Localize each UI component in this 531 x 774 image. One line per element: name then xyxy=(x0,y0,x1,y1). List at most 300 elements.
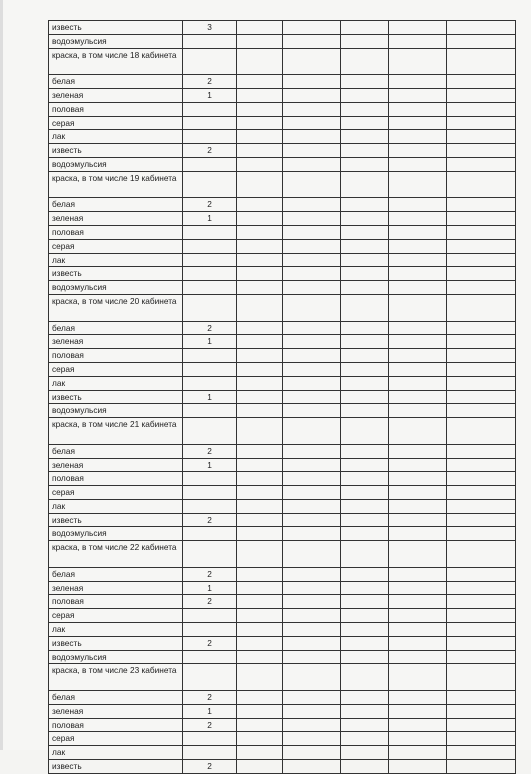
empty-cell xyxy=(447,212,516,226)
empty-cell xyxy=(389,48,447,75)
quantity-cell: 1 xyxy=(183,458,237,472)
item-name-cell: зеленая xyxy=(49,581,183,595)
empty-cell xyxy=(283,267,341,281)
item-name-cell: лак xyxy=(49,130,183,144)
item-name-cell: водоэмульсия xyxy=(49,34,183,48)
table-row xyxy=(49,349,516,363)
quantity-cell: 2 xyxy=(183,321,237,335)
empty-cell xyxy=(389,281,447,295)
empty-cell xyxy=(341,335,389,349)
empty-cell xyxy=(341,609,389,623)
table-row xyxy=(49,294,516,321)
empty-cell xyxy=(389,130,447,144)
quantity-cell xyxy=(183,664,237,691)
empty-cell xyxy=(447,650,516,664)
empty-cell xyxy=(237,171,283,198)
table-row xyxy=(49,198,516,212)
item-name-cell: зеленая xyxy=(49,212,183,226)
empty-cell xyxy=(237,267,283,281)
item-name-cell: известь xyxy=(49,144,183,158)
empty-cell xyxy=(447,581,516,595)
quantity-cell xyxy=(183,239,237,253)
quantity-cell xyxy=(183,541,237,568)
item-name-cell: серая xyxy=(49,732,183,746)
empty-cell xyxy=(341,212,389,226)
empty-cell xyxy=(341,567,389,581)
empty-cell xyxy=(237,567,283,581)
empty-cell xyxy=(341,732,389,746)
empty-cell xyxy=(237,212,283,226)
empty-cell xyxy=(237,239,283,253)
empty-cell xyxy=(237,198,283,212)
empty-cell xyxy=(237,34,283,48)
quantity-cell xyxy=(183,472,237,486)
empty-cell xyxy=(389,760,447,774)
empty-cell xyxy=(389,732,447,746)
empty-cell xyxy=(237,88,283,102)
empty-cell xyxy=(283,513,341,527)
table-row xyxy=(49,458,516,472)
empty-cell xyxy=(283,321,341,335)
empty-cell xyxy=(341,513,389,527)
empty-cell xyxy=(283,294,341,321)
empty-cell xyxy=(283,88,341,102)
table-row xyxy=(49,746,516,760)
empty-cell xyxy=(237,609,283,623)
empty-cell xyxy=(447,171,516,198)
quantity-cell: 2 xyxy=(183,513,237,527)
empty-cell xyxy=(283,239,341,253)
empty-cell xyxy=(283,609,341,623)
table-row xyxy=(49,664,516,691)
empty-cell xyxy=(341,21,389,35)
table-row xyxy=(49,171,516,198)
empty-cell xyxy=(389,225,447,239)
quantity-cell: 2 xyxy=(183,760,237,774)
empty-cell xyxy=(237,75,283,89)
table-row xyxy=(49,760,516,774)
empty-cell xyxy=(447,513,516,527)
empty-cell xyxy=(341,486,389,500)
quantity-cell xyxy=(183,650,237,664)
item-name-cell: краска, в том числе 21 кабинета xyxy=(49,418,183,445)
empty-cell xyxy=(341,650,389,664)
empty-cell xyxy=(447,664,516,691)
empty-cell xyxy=(389,472,447,486)
empty-cell xyxy=(389,746,447,760)
empty-cell xyxy=(283,253,341,267)
empty-cell xyxy=(341,595,389,609)
table-row xyxy=(49,21,516,35)
quantity-cell xyxy=(183,225,237,239)
table-row xyxy=(49,102,516,116)
table-row xyxy=(49,239,516,253)
empty-cell xyxy=(237,746,283,760)
empty-cell xyxy=(389,527,447,541)
quantity-cell xyxy=(183,732,237,746)
empty-cell xyxy=(389,609,447,623)
item-name-cell: краска, в том числе 20 кабинета xyxy=(49,294,183,321)
empty-cell xyxy=(341,718,389,732)
empty-cell xyxy=(341,171,389,198)
empty-cell xyxy=(389,444,447,458)
empty-cell xyxy=(341,541,389,568)
table-row xyxy=(49,418,516,445)
item-name-cell: лак xyxy=(49,623,183,637)
empty-cell xyxy=(447,704,516,718)
empty-cell xyxy=(389,581,447,595)
empty-cell xyxy=(283,567,341,581)
empty-cell xyxy=(447,691,516,705)
empty-cell xyxy=(283,171,341,198)
empty-cell xyxy=(447,48,516,75)
empty-cell xyxy=(237,623,283,637)
empty-cell xyxy=(237,281,283,295)
empty-cell xyxy=(341,581,389,595)
item-name-cell: краска, в том числе 22 кабинета xyxy=(49,541,183,568)
empty-cell xyxy=(389,21,447,35)
table-row xyxy=(49,267,516,281)
empty-cell xyxy=(389,144,447,158)
empty-cell xyxy=(341,458,389,472)
empty-cell xyxy=(341,746,389,760)
empty-cell xyxy=(283,527,341,541)
empty-cell xyxy=(341,664,389,691)
empty-cell xyxy=(283,349,341,363)
empty-cell xyxy=(237,102,283,116)
empty-cell xyxy=(237,116,283,130)
item-name-cell: зеленая xyxy=(49,704,183,718)
empty-cell xyxy=(389,212,447,226)
table-row xyxy=(49,472,516,486)
empty-cell xyxy=(341,198,389,212)
empty-cell xyxy=(447,75,516,89)
empty-cell xyxy=(283,362,341,376)
empty-cell xyxy=(237,225,283,239)
table-row xyxy=(49,691,516,705)
table-row xyxy=(49,704,516,718)
table-row xyxy=(49,732,516,746)
item-name-cell: водоэмульсия xyxy=(49,527,183,541)
scan-edge xyxy=(0,0,3,750)
empty-cell xyxy=(447,198,516,212)
empty-cell xyxy=(341,527,389,541)
table-row xyxy=(49,376,516,390)
empty-cell xyxy=(389,623,447,637)
empty-cell xyxy=(237,444,283,458)
quantity-cell xyxy=(183,281,237,295)
empty-cell xyxy=(341,691,389,705)
table-row xyxy=(49,636,516,650)
quantity-cell xyxy=(183,746,237,760)
item-name-cell: белая xyxy=(49,321,183,335)
quantity-cell: 2 xyxy=(183,691,237,705)
empty-cell xyxy=(283,404,341,418)
empty-cell xyxy=(447,472,516,486)
empty-cell xyxy=(283,718,341,732)
table-row xyxy=(49,362,516,376)
item-name-cell: серая xyxy=(49,116,183,130)
item-name-cell: белая xyxy=(49,198,183,212)
empty-cell xyxy=(447,349,516,363)
table-row xyxy=(49,225,516,239)
empty-cell xyxy=(237,541,283,568)
item-name-cell: водоэмульсия xyxy=(49,281,183,295)
empty-cell xyxy=(237,636,283,650)
empty-cell xyxy=(237,376,283,390)
empty-cell xyxy=(447,458,516,472)
empty-cell xyxy=(341,267,389,281)
empty-cell xyxy=(283,225,341,239)
item-name-cell: краска, в том числе 23 кабинета xyxy=(49,664,183,691)
empty-cell xyxy=(389,691,447,705)
quantity-cell: 3 xyxy=(183,21,237,35)
empty-cell xyxy=(341,418,389,445)
item-name-cell: половая xyxy=(49,718,183,732)
quantity-cell xyxy=(183,171,237,198)
empty-cell xyxy=(237,595,283,609)
table-row xyxy=(49,567,516,581)
item-name-cell: водоэмульсия xyxy=(49,404,183,418)
quantity-cell: 2 xyxy=(183,198,237,212)
empty-cell xyxy=(341,144,389,158)
empty-cell xyxy=(237,335,283,349)
table-row xyxy=(49,486,516,500)
empty-cell xyxy=(341,48,389,75)
empty-cell xyxy=(283,486,341,500)
empty-cell xyxy=(389,157,447,171)
empty-cell xyxy=(389,595,447,609)
empty-cell xyxy=(447,267,516,281)
empty-cell xyxy=(389,267,447,281)
empty-cell xyxy=(283,541,341,568)
quantity-cell xyxy=(183,376,237,390)
empty-cell xyxy=(389,294,447,321)
item-name-cell: лак xyxy=(49,746,183,760)
quantity-cell: 1 xyxy=(183,581,237,595)
empty-cell xyxy=(341,281,389,295)
empty-cell xyxy=(283,746,341,760)
empty-cell xyxy=(447,376,516,390)
quantity-cell: 1 xyxy=(183,212,237,226)
empty-cell xyxy=(389,664,447,691)
empty-cell xyxy=(237,157,283,171)
table-row xyxy=(49,513,516,527)
table-row xyxy=(49,157,516,171)
item-name-cell: лак xyxy=(49,376,183,390)
empty-cell xyxy=(389,513,447,527)
empty-cell xyxy=(447,623,516,637)
empty-cell xyxy=(341,239,389,253)
empty-cell xyxy=(389,116,447,130)
empty-cell xyxy=(283,102,341,116)
empty-cell xyxy=(283,390,341,404)
quantity-cell: 2 xyxy=(183,75,237,89)
empty-cell xyxy=(237,253,283,267)
empty-cell xyxy=(447,321,516,335)
empty-cell xyxy=(447,746,516,760)
empty-cell xyxy=(447,157,516,171)
empty-cell xyxy=(447,144,516,158)
empty-cell xyxy=(389,376,447,390)
quantity-cell: 2 xyxy=(183,636,237,650)
quantity-cell xyxy=(183,623,237,637)
table-row xyxy=(49,253,516,267)
empty-cell xyxy=(447,281,516,295)
empty-cell xyxy=(447,567,516,581)
table-row xyxy=(49,390,516,404)
quantity-cell: 1 xyxy=(183,88,237,102)
empty-cell xyxy=(447,499,516,513)
empty-cell xyxy=(283,198,341,212)
table-row xyxy=(49,609,516,623)
empty-cell xyxy=(283,472,341,486)
empty-cell xyxy=(389,335,447,349)
empty-cell xyxy=(283,418,341,445)
item-name-cell: известь xyxy=(49,267,183,281)
empty-cell xyxy=(283,75,341,89)
empty-cell xyxy=(389,704,447,718)
empty-cell xyxy=(237,472,283,486)
item-name-cell: белая xyxy=(49,444,183,458)
table-row xyxy=(49,212,516,226)
item-name-cell: известь xyxy=(49,21,183,35)
empty-cell xyxy=(447,34,516,48)
table-row xyxy=(49,581,516,595)
empty-cell xyxy=(237,48,283,75)
empty-cell xyxy=(341,253,389,267)
quantity-cell xyxy=(183,527,237,541)
empty-cell xyxy=(237,362,283,376)
quantity-cell: 2 xyxy=(183,444,237,458)
table-row xyxy=(49,130,516,144)
table-row xyxy=(49,718,516,732)
empty-cell xyxy=(389,362,447,376)
item-name-cell: краска, в том числе 19 кабинета xyxy=(49,171,183,198)
item-name-cell: зеленая xyxy=(49,88,183,102)
quantity-cell: 2 xyxy=(183,595,237,609)
item-name-cell: серая xyxy=(49,239,183,253)
quantity-cell xyxy=(183,418,237,445)
empty-cell xyxy=(447,130,516,144)
quantity-cell: 1 xyxy=(183,335,237,349)
quantity-cell xyxy=(183,102,237,116)
item-name-cell: известь xyxy=(49,513,183,527)
empty-cell xyxy=(341,760,389,774)
empty-cell xyxy=(389,198,447,212)
item-name-cell: лак xyxy=(49,253,183,267)
empty-cell xyxy=(237,664,283,691)
empty-cell xyxy=(283,760,341,774)
table-row xyxy=(49,444,516,458)
quantity-cell xyxy=(183,349,237,363)
empty-cell xyxy=(341,321,389,335)
empty-cell xyxy=(283,34,341,48)
empty-cell xyxy=(341,472,389,486)
empty-cell xyxy=(389,418,447,445)
empty-cell xyxy=(283,458,341,472)
empty-cell xyxy=(237,418,283,445)
empty-cell xyxy=(389,390,447,404)
quantity-cell: 2 xyxy=(183,718,237,732)
table-row xyxy=(49,34,516,48)
table-row xyxy=(49,595,516,609)
table-row xyxy=(49,541,516,568)
empty-cell xyxy=(389,239,447,253)
table-row xyxy=(49,335,516,349)
empty-cell xyxy=(283,595,341,609)
empty-cell xyxy=(237,486,283,500)
empty-cell xyxy=(389,458,447,472)
empty-cell xyxy=(447,609,516,623)
quantity-cell xyxy=(183,116,237,130)
empty-cell xyxy=(447,636,516,650)
empty-cell xyxy=(389,349,447,363)
quantity-cell: 1 xyxy=(183,390,237,404)
empty-cell xyxy=(237,404,283,418)
table-row xyxy=(49,75,516,89)
item-name-cell: половая xyxy=(49,225,183,239)
empty-cell xyxy=(237,321,283,335)
quantity-cell: 1 xyxy=(183,704,237,718)
item-name-cell: зеленая xyxy=(49,335,183,349)
empty-cell xyxy=(237,499,283,513)
empty-cell xyxy=(447,294,516,321)
empty-cell xyxy=(283,704,341,718)
empty-cell xyxy=(283,636,341,650)
item-name-cell: лак xyxy=(49,499,183,513)
item-name-cell: белая xyxy=(49,75,183,89)
empty-cell xyxy=(341,623,389,637)
table-row xyxy=(49,48,516,75)
quantity-cell xyxy=(183,294,237,321)
empty-cell xyxy=(237,513,283,527)
empty-cell xyxy=(447,116,516,130)
table-row xyxy=(49,623,516,637)
empty-cell xyxy=(389,321,447,335)
empty-cell xyxy=(283,650,341,664)
item-name-cell: водоэмульсия xyxy=(49,650,183,664)
item-name-cell: зеленая xyxy=(49,458,183,472)
item-name-cell: серая xyxy=(49,609,183,623)
table-row xyxy=(49,527,516,541)
empty-cell xyxy=(283,48,341,75)
table-row xyxy=(49,88,516,102)
empty-cell xyxy=(389,567,447,581)
empty-cell xyxy=(447,362,516,376)
empty-cell xyxy=(341,499,389,513)
empty-cell xyxy=(341,88,389,102)
item-name-cell: известь xyxy=(49,390,183,404)
empty-cell xyxy=(389,171,447,198)
empty-cell xyxy=(389,718,447,732)
table-row xyxy=(49,144,516,158)
empty-cell xyxy=(237,294,283,321)
empty-cell xyxy=(283,21,341,35)
table-row xyxy=(49,499,516,513)
empty-cell xyxy=(341,157,389,171)
quantity-cell xyxy=(183,609,237,623)
quantity-cell: 2 xyxy=(183,567,237,581)
quantity-cell xyxy=(183,34,237,48)
empty-cell xyxy=(341,34,389,48)
quantity-cell xyxy=(183,499,237,513)
table-row xyxy=(49,281,516,295)
empty-cell xyxy=(237,691,283,705)
quantity-cell xyxy=(183,48,237,75)
table-row xyxy=(49,650,516,664)
empty-cell xyxy=(341,116,389,130)
